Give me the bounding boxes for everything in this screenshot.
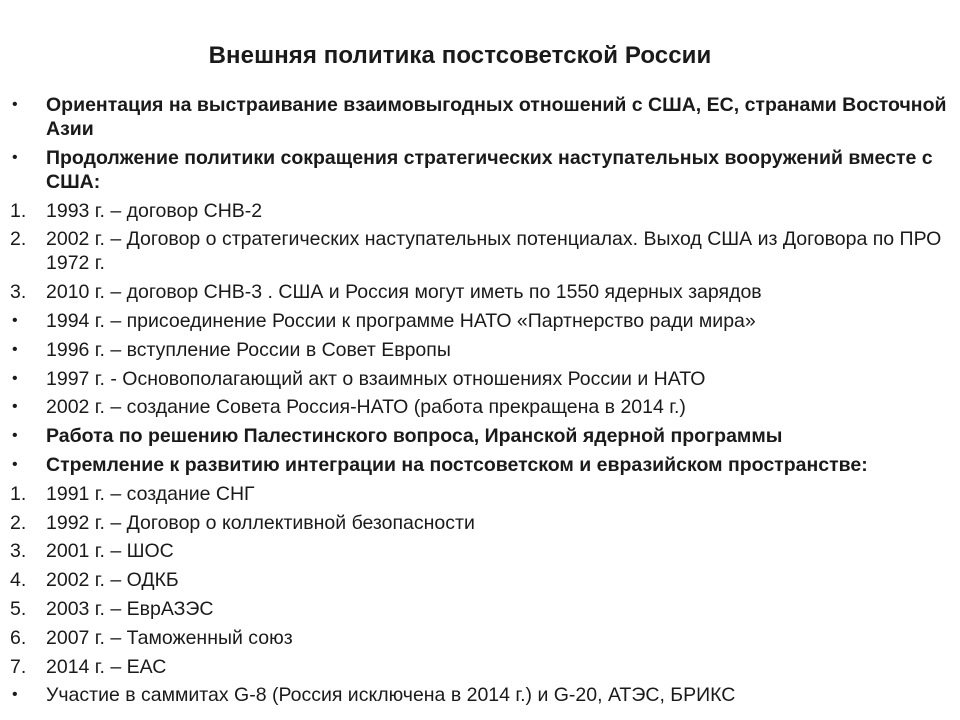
list-item-text: Продолжение политики сокращения стратегических наступательных вооружений вместе с США: <box>46 146 933 193</box>
bullet-list-item <box>8 683 948 707</box>
bullet-marker: • <box>12 427 18 445</box>
list-item-text: 1992 г. – Договор о коллективной безопасности <box>46 511 475 534</box>
numbered-list-item <box>8 227 948 275</box>
list-item-text: Ориентация на выстраивание взаимовыгодных отношений с США, ЕС, странами Восточной Азии <box>46 94 947 140</box>
bullet-marker: • <box>12 398 18 416</box>
bullet-marker: • <box>12 311 18 329</box>
bullet-list-item <box>8 424 948 448</box>
bullet-marker: • <box>12 455 18 473</box>
bullet-marker: • <box>12 96 18 113</box>
bullet-list-item <box>8 338 948 362</box>
list-number: 4. <box>10 569 27 592</box>
numbered-list-item <box>8 568 948 592</box>
bullet-list <box>8 93 948 712</box>
list-number: 7. <box>10 655 27 678</box>
bullet-list-item <box>8 395 948 419</box>
numbered-list-item <box>8 511 948 535</box>
list-item-text: 2007 г. – Таможенный союз <box>46 626 293 649</box>
list-item-text: 2002 г. – создание Совета Россия-НАТО (работа прекращена в 2014 г.) <box>46 396 686 419</box>
list-item-text: 1991 г. – создание СНГ <box>46 482 255 505</box>
list-item-text: Работа по решению Палестинского вопроса, Иранской ядерной программы <box>46 425 783 448</box>
bullet-list-item <box>8 367 948 391</box>
numbered-list-item <box>8 655 948 679</box>
list-number: 3. <box>10 281 27 304</box>
list-item-text: 1994 г. – присоединение России к программе НАТО «Партнерство ради мира» <box>46 309 756 332</box>
list-number: 2. <box>10 511 27 534</box>
list-item-text: Участие в саммитах G-8 (Россия исключена в 2014 г.) и G-20, АТЭС, БРИКС <box>46 684 736 707</box>
numbered-list-item <box>8 626 948 650</box>
bullet-list-item <box>8 93 948 141</box>
bullet-list-item <box>8 146 948 194</box>
list-number: 3. <box>10 540 27 563</box>
list-item-text: 2002 г. – ОДКБ <box>46 569 179 592</box>
list-number: 6. <box>10 626 27 649</box>
bullet-marker: • <box>12 369 18 387</box>
list-number: 5. <box>10 597 27 620</box>
bullet-marker: • <box>12 340 18 358</box>
numbered-list-item <box>8 539 948 563</box>
bullet-marker: • <box>12 686 18 704</box>
bullet-list-item <box>8 309 948 333</box>
bullet-marker: • <box>12 148 18 166</box>
list-item-text: 1993 г. – договор СНВ-2 <box>46 199 263 222</box>
list-item-text: 1997 г. - Основополагающий акт о взаимных отношениях России и НАТО <box>46 367 706 390</box>
list-item-text: 2003 г. – ЕврАЗЭС <box>46 597 214 620</box>
list-number: 1. <box>10 199 27 222</box>
list-item-text: 2010 г. – договор СНВ-3 . США и Россия могут иметь по 1550 ядерных зарядов <box>46 281 762 304</box>
list-number: 2. <box>10 228 27 251</box>
bullet-list-item <box>8 453 948 477</box>
list-number: 1. <box>10 482 27 505</box>
list-item-text: 1996 г. – вступление России в Совет Европы <box>46 338 451 361</box>
list-item-text: 2001 г. – ШОС <box>46 540 174 563</box>
numbered-list-item <box>8 482 948 506</box>
numbered-list-item <box>8 597 948 621</box>
numbered-list-item <box>8 280 948 304</box>
list-item-text: Стремление к развитию интеграции на постсоветском и евразийском пространстве: <box>46 453 868 476</box>
list-item-text: 2002 г. – Договор о стратегических наступательных потенциалах. Выход США из Договора по ПРО 1972 г. <box>46 228 942 275</box>
numbered-list-item <box>8 199 948 223</box>
list-item-text: 2014 г. – ЕАС <box>46 655 167 678</box>
slide-title: Внешняя политика постсоветской России <box>208 42 712 69</box>
